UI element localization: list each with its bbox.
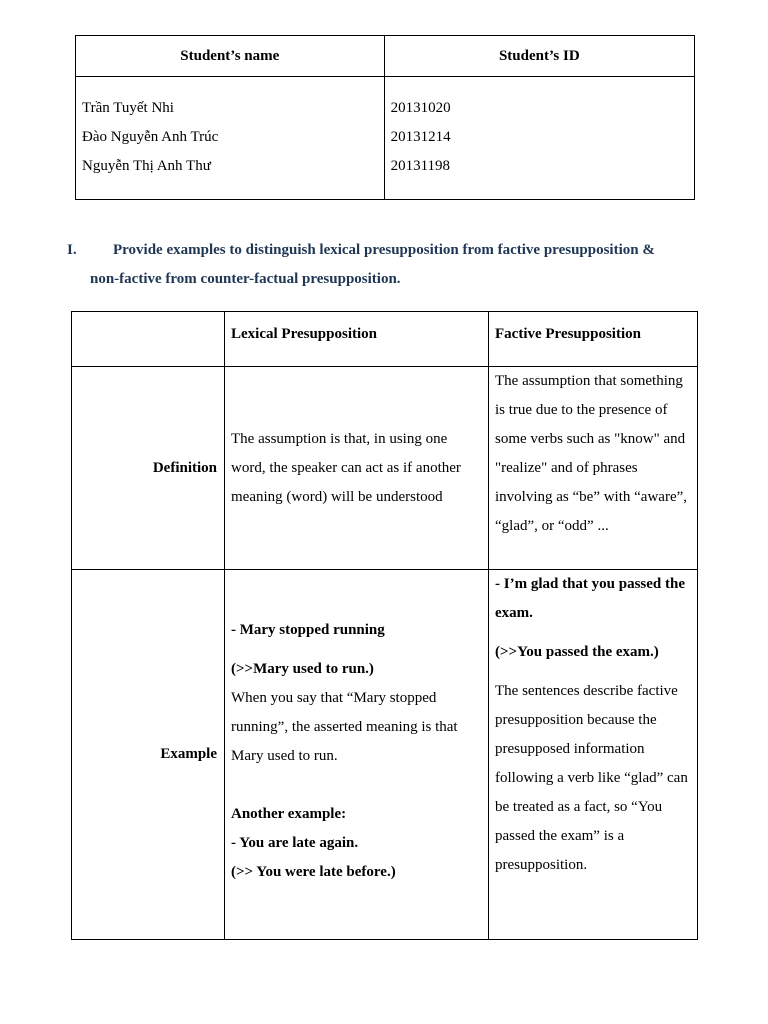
student-id: 20131198 (390, 158, 451, 174)
student-id: 20131214 (390, 129, 451, 145)
corner-cell (72, 312, 225, 367)
factive-example-1-presupposition: (>>You passed the exam.) (495, 644, 659, 660)
row-label-example: Example (72, 570, 225, 940)
lexical-example-2-presupposition: (>> You were late before.) (231, 864, 396, 880)
student-name: Nguyễn Thị Anh Thư (82, 158, 211, 174)
definition-factive: The assumption that something is true due to the presence of some verbs such as "know" and "realize" and of phrases involving as “be” with “aware”, “glad”, or “odd” ... (489, 367, 698, 570)
lexical-example-1: - Mary stopped running (231, 622, 385, 638)
lexical-example-2: - You are late again. (231, 835, 359, 851)
students-table (75, 35, 695, 200)
factive-explanation: The sentences describe factive presupposition because the presupposed information following a verb like “glad” can be treated as a fact, so “You passed the exam” is a presupposition. (495, 683, 688, 873)
students-header-id: Student’s ID (384, 36, 694, 77)
section-number: I. (67, 242, 77, 258)
students-header-name: Student’s name (76, 36, 385, 77)
section-heading-line2: non-factive from counter-factual presupposition. (90, 271, 401, 287)
section-heading-line1: Provide examples to distinguish lexical presupposition from factive presupposition & (113, 242, 655, 258)
students-names-cell (76, 77, 385, 200)
example-lexical-cell (225, 570, 489, 940)
students-ids-cell (384, 77, 694, 200)
presupposition-table (71, 311, 698, 940)
definition-lexical: The assumption is that, in using one word, the speaker can act as if another meaning (word) will be understood (225, 367, 489, 570)
factive-example-1: - I’m glad that you passed the exam. (495, 576, 686, 621)
student-name: Trần Tuyết Nhi (82, 100, 174, 116)
lexical-explanation: When you say that “Mary stopped running”, the asserted meaning is that Mary used to run. (231, 690, 458, 764)
header-factive: Factive Presupposition (489, 312, 698, 367)
another-example-label: Another example: (231, 806, 347, 822)
row-label-definition: Definition (72, 367, 225, 570)
header-lexical: Lexical Presupposition (225, 312, 489, 367)
student-id: 20131020 (390, 100, 451, 116)
lexical-example-1-presupposition: (>>Mary used to run.) (231, 661, 374, 677)
student-name: Đào Nguyễn Anh Trúc (82, 129, 219, 145)
example-factive-cell (489, 570, 698, 940)
